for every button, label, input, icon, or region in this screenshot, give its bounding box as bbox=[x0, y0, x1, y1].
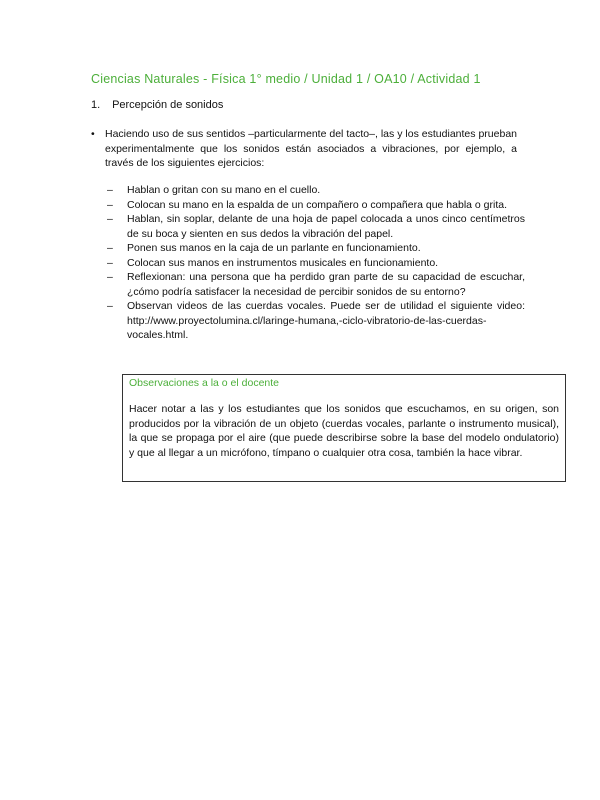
breadcrumb-header: Ciencias Naturales - Física 1° medio / Unidad 1 / OA10 / Actividad 1 bbox=[91, 72, 481, 86]
exercise-text: Colocan su mano en la espalda de un compañero o compañera que habla o grita. bbox=[127, 198, 508, 211]
exercise-item bbox=[107, 183, 525, 198]
exercise-list bbox=[107, 183, 525, 343]
dash-icon: – bbox=[107, 198, 113, 211]
dash-icon: – bbox=[107, 300, 113, 312]
exercise-item bbox=[107, 198, 525, 213]
section-title-text: Percepción de sonidos bbox=[112, 99, 224, 111]
exercise-item bbox=[107, 256, 525, 271]
exercise-text: Ponen sus manos en la caja de un parlante en funcionamiento. bbox=[127, 242, 421, 254]
section-title bbox=[91, 99, 223, 111]
exercise-text: Reflexionan: una persona que ha perdido gran parte de su capacidad de escuchar, ¿cómo podría satisfacer la necesidad de percibir sonidos de su entorno? bbox=[127, 271, 525, 298]
teacher-note-title: Observaciones a la o el docente bbox=[129, 377, 280, 389]
bullet-icon: • bbox=[91, 128, 95, 140]
teacher-note-body: Hacer notar a las y los estudiantes que los sonidos que escuchamos, en su origen, son producidos por la vibración de un objeto (cuerdas vocales, parlante o instrumento musical), la que se propaga por el aire (que puede describirse sobre la base del modelo ondulatorio) y que al llegar a un micrófono, tímpano o cualquier otra cosa, también la hace vibrar. bbox=[129, 403, 559, 459]
dash-icon: – bbox=[107, 271, 113, 283]
exercise-item bbox=[107, 241, 525, 256]
exercise-text: Colocan sus manos en instrumentos musicales en funcionamiento. bbox=[127, 256, 439, 269]
dash-icon: – bbox=[107, 213, 113, 225]
exercise-item bbox=[107, 270, 525, 299]
dash-icon: – bbox=[107, 184, 113, 196]
dash-icon: – bbox=[107, 242, 113, 254]
intro-text: Haciendo uso de sus sentidos –particularmente del tacto–, las y los estudiantes prueban experimentalmente que los sonidos están asociados a vibraciones, por ejemplo, a través de los siguientes ejercicios: bbox=[105, 128, 517, 169]
exercise-text: Observan videos de las cuerdas vocales. Puede ser de utilidad el siguiente video: http://www.proyectolumina.cl/laringe-humana,-ciclo-vibratorio-de-las-cuerdas-vocales.html. bbox=[127, 300, 525, 341]
section-number: 1. bbox=[91, 99, 101, 111]
teacher-note-box bbox=[122, 374, 566, 482]
exercise-text: Hablan, sin soplar, delante de una hoja de papel colocada a unos cinco centímetros de su boca y sienten en sus dedos la vibración del papel. bbox=[127, 213, 525, 240]
exercise-item bbox=[107, 299, 525, 343]
exercise-text: Hablan o gritan con su mano en el cuello. bbox=[127, 184, 321, 196]
dash-icon: – bbox=[107, 256, 113, 269]
exercise-item bbox=[107, 212, 525, 241]
intro-bullet-item bbox=[91, 127, 517, 171]
